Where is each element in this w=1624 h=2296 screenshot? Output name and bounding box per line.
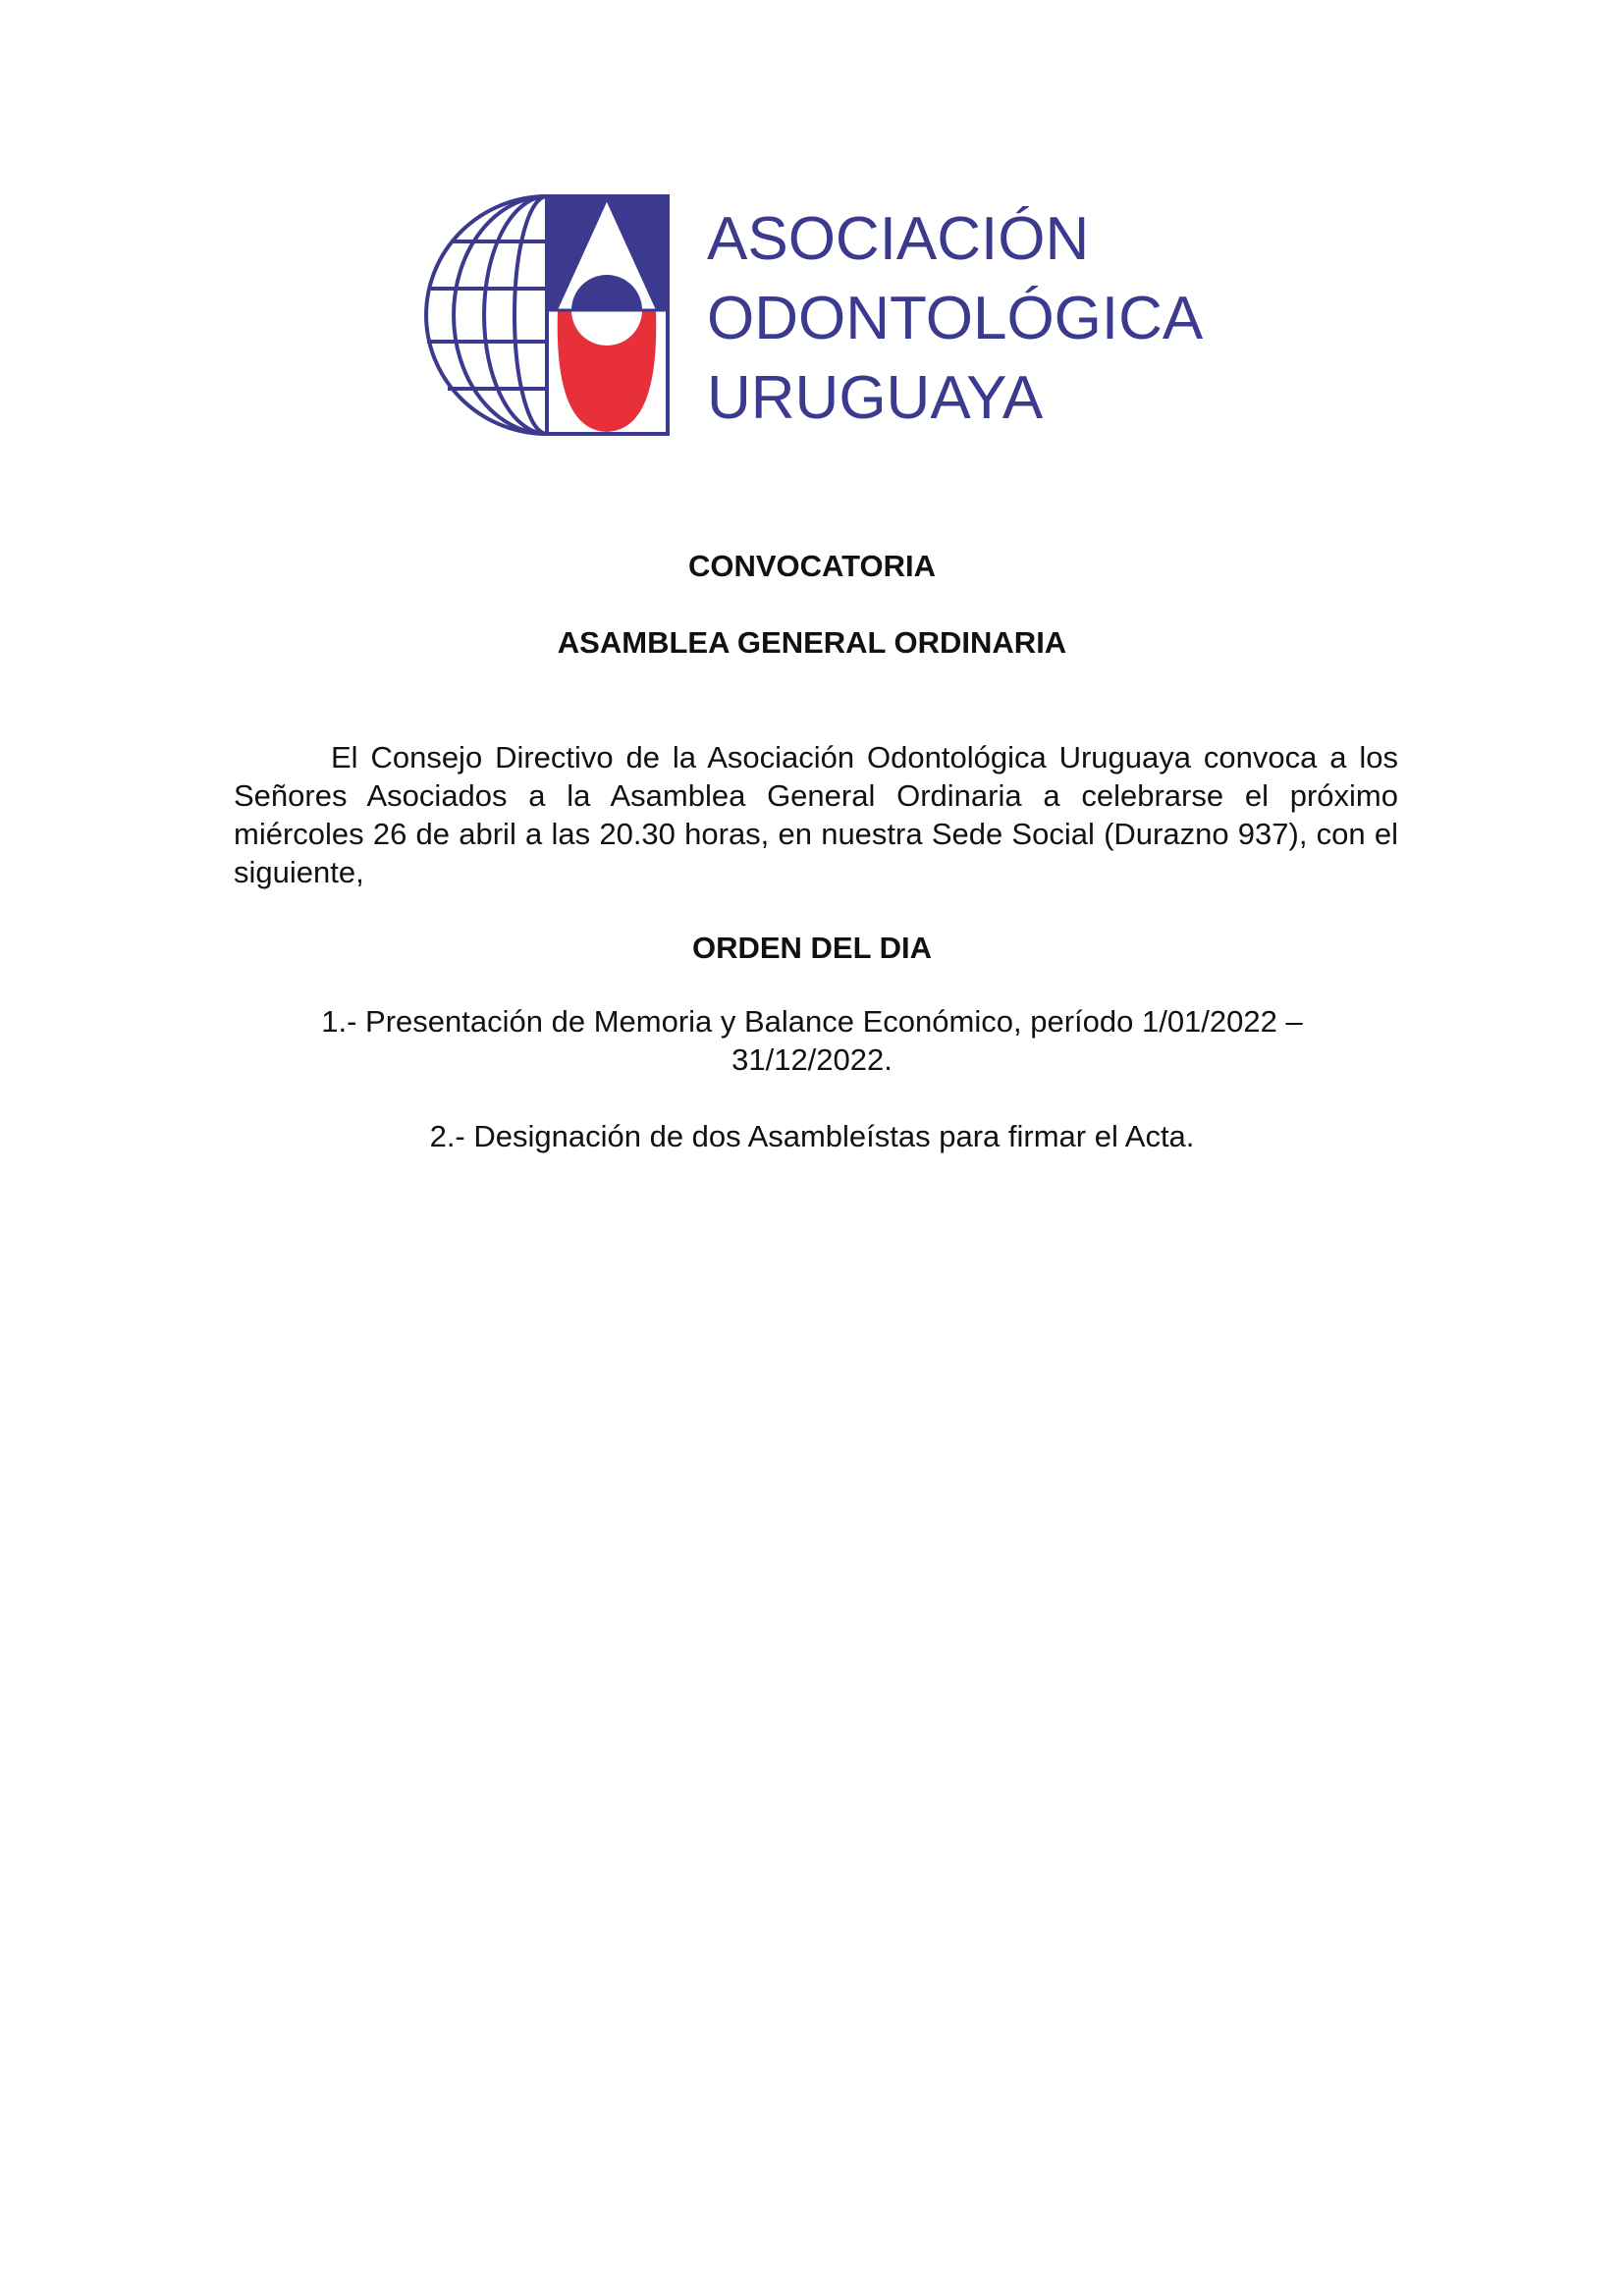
logo-line-1: ASOCIACIÓN bbox=[707, 205, 1090, 273]
logo-emblem-icon bbox=[424, 194, 670, 436]
agenda-item-2: 2.- Designación de dos Asambleístas para firmar el Acta. bbox=[429, 1119, 1195, 1153]
logo-line-2: ODONTOLÓGICA bbox=[707, 285, 1204, 352]
document-title: CONVOCATORIA bbox=[687, 549, 937, 583]
document-subtitle: ASAMBLEA GENERAL ORDINARIA bbox=[557, 625, 1067, 660]
agenda-heading: ORDEN DEL DIA bbox=[691, 931, 932, 965]
logo-wordmark bbox=[707, 199, 1203, 438]
agenda-item-1-line-2: 31/12/2022. bbox=[731, 1042, 893, 1077]
association-logo bbox=[424, 194, 1210, 436]
convocation-paragraph: El Consejo Directivo de la Asociación Odontológica Uruguaya convoca a los Señores Asociados a la Asamblea General Ordinaria a celebrarse el próximo miércoles 26 de abril a las 20.30 horas, en nuestra Sede Social (Durazno 937), con el siguiente, bbox=[234, 740, 1398, 889]
logo-line-3: URUGUAYA bbox=[707, 364, 1044, 432]
agenda-item-1-line-1: 1.- Presentación de Memoria y Balance Económico, período 1/01/2022 – bbox=[321, 1004, 1303, 1039]
